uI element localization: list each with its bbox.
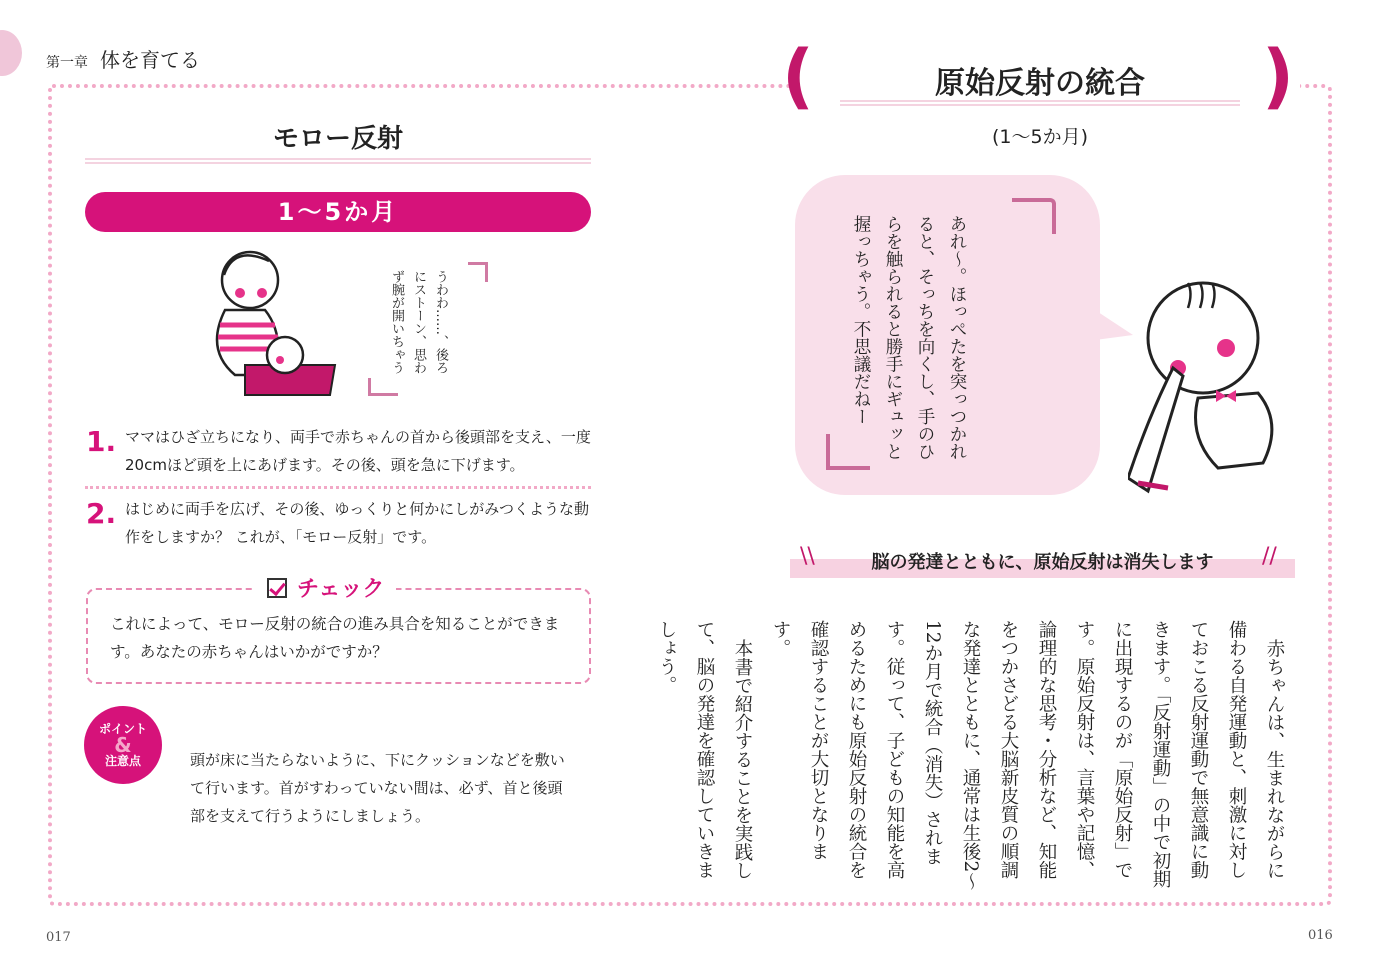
chapter-number: 第一章 [46, 55, 88, 71]
checkbox-icon [267, 578, 287, 598]
title-underline [85, 158, 591, 164]
quote-bracket-close [826, 434, 870, 470]
body-paragraph: 赤ちゃんは、生まれながらに備わる自発運動と、刺激に対しておこる反射運動で無意識に動きます。「反射運動」の中で初期に出現するのが「原始反射」です。原始反射は、言葉や記憶、論理的な思考・分析など、知能をつかさどる大脳新皮質の順調な発達とともに、通常は生後2～12か月で統合（消失）されます。従って、子どもの知能を高めるためにも原始反射の統合を確認することが大切となります。 [770, 620, 1285, 891]
caution-label: 注意点 [104, 754, 141, 768]
chapter-header [46, 44, 200, 73]
check-text: これによって、モロー反射の統合の進み具合を知ることができます。あなたの赤ちゃんはいかがですか？ [110, 615, 560, 661]
point-text: 頭が床に当たらないように、下にクッションなどを敷いて行います。首がすわっていない間は、必ず、首と後頭部を支えて行うようにしましょう。 [190, 751, 565, 825]
bubble-text: あれ～。ほっぺたを突っつかれると、そっちを向くし、手のひらを触られると勝手にギュッと握っちゃう。不思議だねー [851, 215, 967, 460]
chapter-tab [0, 30, 22, 76]
title-underline [840, 100, 1240, 106]
title-bracket-right: ) [1262, 35, 1294, 117]
point-badge [84, 706, 162, 784]
age-banner: 1～5か月 [85, 192, 591, 232]
step-divider [85, 486, 591, 489]
page-number-right: 016 [1308, 928, 1333, 943]
age-label: (1～5か月) [991, 126, 1088, 148]
body-text [656, 620, 1293, 895]
section-title: 原始反射の統合 [935, 66, 1145, 101]
quote-bracket-open [468, 262, 488, 282]
subheading: 脳の発達とともに、原始反射は消失します [871, 552, 1214, 573]
amp: & [114, 733, 132, 757]
body-paragraph: 本書で紹介することを実践して、脳の発達を確認していきましょう。 [656, 620, 753, 879]
chapter-title: 体を育てる [100, 48, 200, 72]
step-number: 1. [86, 425, 117, 458]
check-heading [255, 572, 396, 603]
illustration-caption: うわわ……、後ろにストーン、思わず腕が開いちゃう [389, 270, 448, 374]
accent-slash-icon: \\ [800, 544, 815, 569]
point-label: ポイント [98, 722, 147, 736]
page-number-left: 017 [46, 930, 71, 945]
step-text: ママはひざ立ちになり、両手で赤ちゃんの首から後頭部を支え、一度20cmほど頭を上にあげます。その後、頭を急に下げます。 [125, 428, 591, 474]
step-text: はじめに両手を広げ、その後、ゆっくりと何かにしがみつくような動作をしますか？ これが、「モロー反射」です。 [125, 500, 589, 546]
check-label: チェック [297, 577, 385, 602]
baby-illustration [1128, 268, 1298, 503]
section-title: モロー反射 [272, 124, 403, 154]
accent-slash-icon: // [1262, 544, 1277, 569]
quote-bracket-open [1012, 198, 1056, 234]
title-bracket-left: ( [782, 35, 814, 117]
step-number: 2. [86, 497, 117, 530]
quote-bracket-close [368, 378, 398, 396]
mother-baby-illustration [190, 245, 340, 400]
